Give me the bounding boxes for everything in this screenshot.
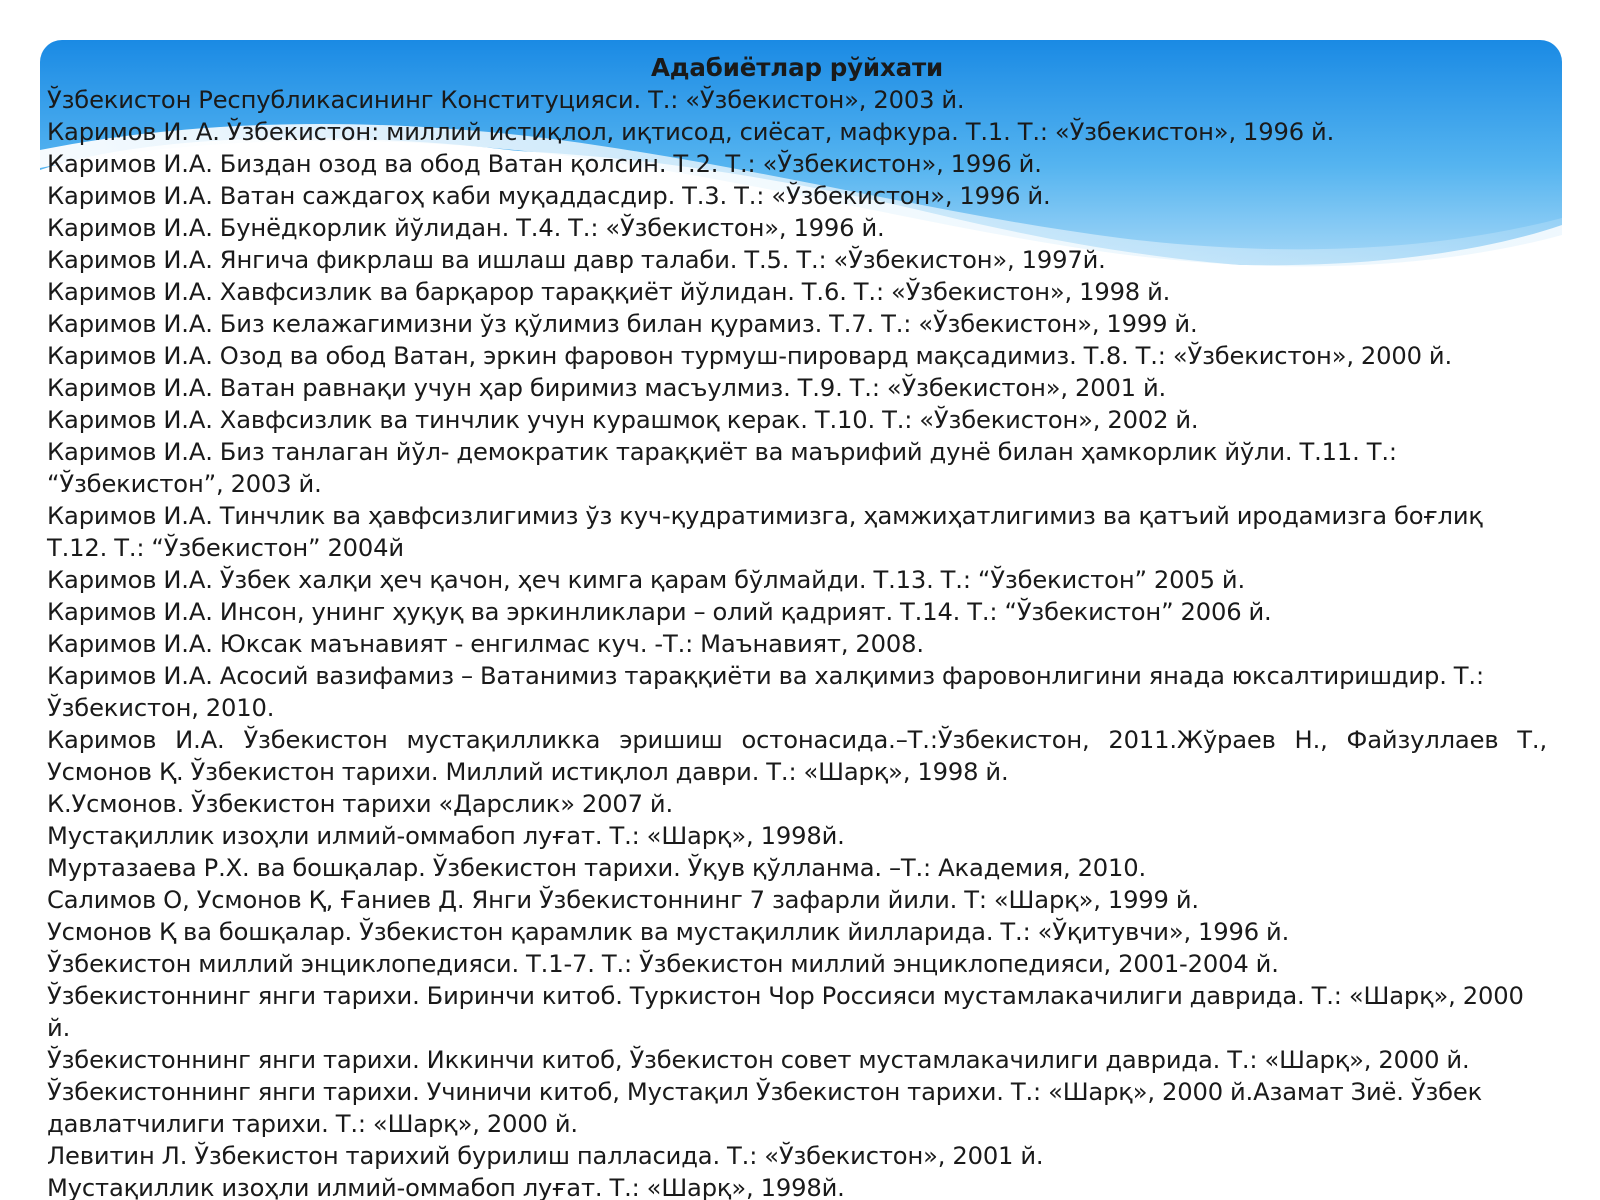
reference-item: Каримов И. А. Ўзбекистон: миллий истиқлол, иқтисод, сиёсат, мафкура. Т.1. Т.: «Ўзбекистон», 1996 й.	[47, 118, 1335, 146]
reference-item: Левитин Л. Ўзбекистон тарихий бурилиш палласида. Т.: «Ўзбекистон», 2001 й.	[47, 1142, 1044, 1170]
reference-item: Ўзбекистоннинг янги тарихи. Учиничи китоб, Мустақил Ўзбекистон тарихи. Т.: «Шарқ», 2000 й.Азамат Зиё. Ўзбек давлатчилиги тарихи. Т.: «Шарқ», 2000 й.	[47, 1078, 1483, 1138]
reference-item: Каримов И.А. Тинчлик ва ҳавфсизлигимиз ўз куч-қудратимизга, ҳамжиҳатлигимиз ва қатъий иродамизга боғлиқ Т.12. Т.: “Ўзбекистон” 2004й	[47, 502, 1483, 562]
reference-content	[47, 52, 1547, 1200]
reference-item: Салимов О, Усмонов Қ, Ғаниев Д. Янги Ўзбекистоннинг 7 зафарли йили. Т: «Шарқ», 1999 й.	[47, 886, 1199, 914]
reference-item: Каримов И.А. Озод ва обод Ватан, эркин фаровон турмуш-пировард мақсадимиз. Т.8. Т.: «Ўзбекистон», 2000 й.	[47, 342, 1453, 370]
page-title: Адабиётлар рўйхати	[650, 53, 944, 82]
reference-item: Каримов И.А. Биздан озод ва обод Ватан қолсин. Т.2. Т.: «Ўзбекистон», 1996 й.	[47, 150, 1042, 178]
reference-item: Ўзбекистоннинг янги тарихи. Биринчи китоб. Туркистон Чор Россияси мустамлакачилиги даврида. Т.: «Шарқ», 2000 й.	[47, 982, 1524, 1042]
reference-item: Каримов И.А. Бунёдкорлик йўлидан. Т.4. Т.: «Ўзбекистон», 1996 й.	[47, 214, 885, 242]
reference-item: Ўзбекистон Республикасининг Конституцияси. Т.: «Ўзбекистон», 2003 й.	[47, 86, 965, 114]
reference-item: Мустақиллик изоҳли илмий-оммабоп луғат. Т.: «Шарқ», 1998й.	[47, 1174, 845, 1200]
reference-item: Ўзбекистоннинг янги тарихи. Иккинчи китоб, Ўзбекистон совет мустамлакачилиги даврида. Т.: «Шарқ», 2000 й.	[47, 1046, 1470, 1074]
reference-item: Каримов И.А. Ватан саждагоҳ каби муқаддасдир. Т.3. Т.: «Ўзбекистон», 1996 й.	[47, 182, 1051, 210]
reference-item: Муртазаева Р.Х. ва бошқалар. Ўзбекистон тарихи. Ўқув қўлланма. –Т.: Академия, 2010.	[47, 854, 1147, 882]
reference-item: Каримов И.А. Юксак маънавият - енгилмас куч. -Т.: Маънавият, 2008.	[47, 630, 924, 658]
reference-item: Усмонов Қ ва бошқалар. Ўзбекистон қарамлик ва мустақиллик йилларида. Т.: «Ўқитувчи», 1996 й.	[47, 918, 1290, 946]
reference-item: К.Усмонов. Ўзбекистон тарихи «Дарслик» 2007 й.	[47, 790, 674, 818]
reference-item: Ўзбекистон миллий энциклопедияси. Т.1-7. Т.: Ўзбекистон миллий энциклопедияси, 2001-2004 й.	[47, 950, 1279, 978]
reference-item: Мустақиллик изоҳли илмий-оммабоп луғат. Т.: «Шарқ», 1998й.	[47, 822, 845, 850]
reference-item: Каримов И.А. Биз келажагимизни ўз қўлимиз билан қурамиз. Т.7. Т.: «Ўзбекистон», 1999 й.	[47, 310, 1198, 338]
reference-item: Каримов И.А. Янгича фикрлаш ва ишлаш давр талаби. Т.5. Т.: «Ўзбекистон», 1997й.	[47, 246, 1106, 274]
reference-item: Каримов И.А. Асосий вазифамиз – Ватанимиз тараққиёти ва халқимиз фаровонлигини янада юксалтиришдир. Т.: Ўзбекистон, 2010.	[47, 662, 1484, 722]
reference-item: Каримов И.А. Хавфсизлик ва барқарор тараққиёт йўлидан. Т.6. Т.: «Ўзбекистон», 1998 й.	[47, 278, 1171, 306]
reference-item: Каримов И.А. Биз танлаган йўл- демократик тараққиёт ва маърифий дунё билан ҳамкорлик йўли. Т.11. Т.: “Ўзбекистон”, 2003 й.	[47, 438, 1397, 498]
reference-item: Каримов И.А. Ўзбекистон мустақилликка эришиш остонасида.–Т.:Ўзбекистон, 2011.Жўраев Н., Файзуллаев Т., Усмонов Қ. Ўзбекистон тарихи. Миллий истиқлол даври. Т.: «Шарқ», 1998 й.	[47, 726, 1547, 786]
reference-item: Каримов И.А. Ватан равнақи учун ҳар биримиз масъулмиз. Т.9. Т.: «Ўзбекистон», 2001 й.	[47, 374, 1167, 402]
reference-list	[47, 84, 1547, 1200]
reference-item: Каримов И.А. Ўзбек халқи ҳеч қачон, ҳеч кимга қарам бўлмайди. Т.13. Т.: “Ўзбекистон” 2005 й.	[47, 566, 1246, 594]
reference-item: Каримов И.А. Хавфсизлик ва тинчлик учун курашмоқ керак. Т.10. Т.: «Ўзбекистон», 2002 й.	[47, 406, 1199, 434]
reference-item: Каримов И.А. Инсон, унинг ҳуқуқ ва эркинликлари – олий қадрият. Т.14. Т.: “Ўзбекистон” 2006 й.	[47, 598, 1272, 626]
